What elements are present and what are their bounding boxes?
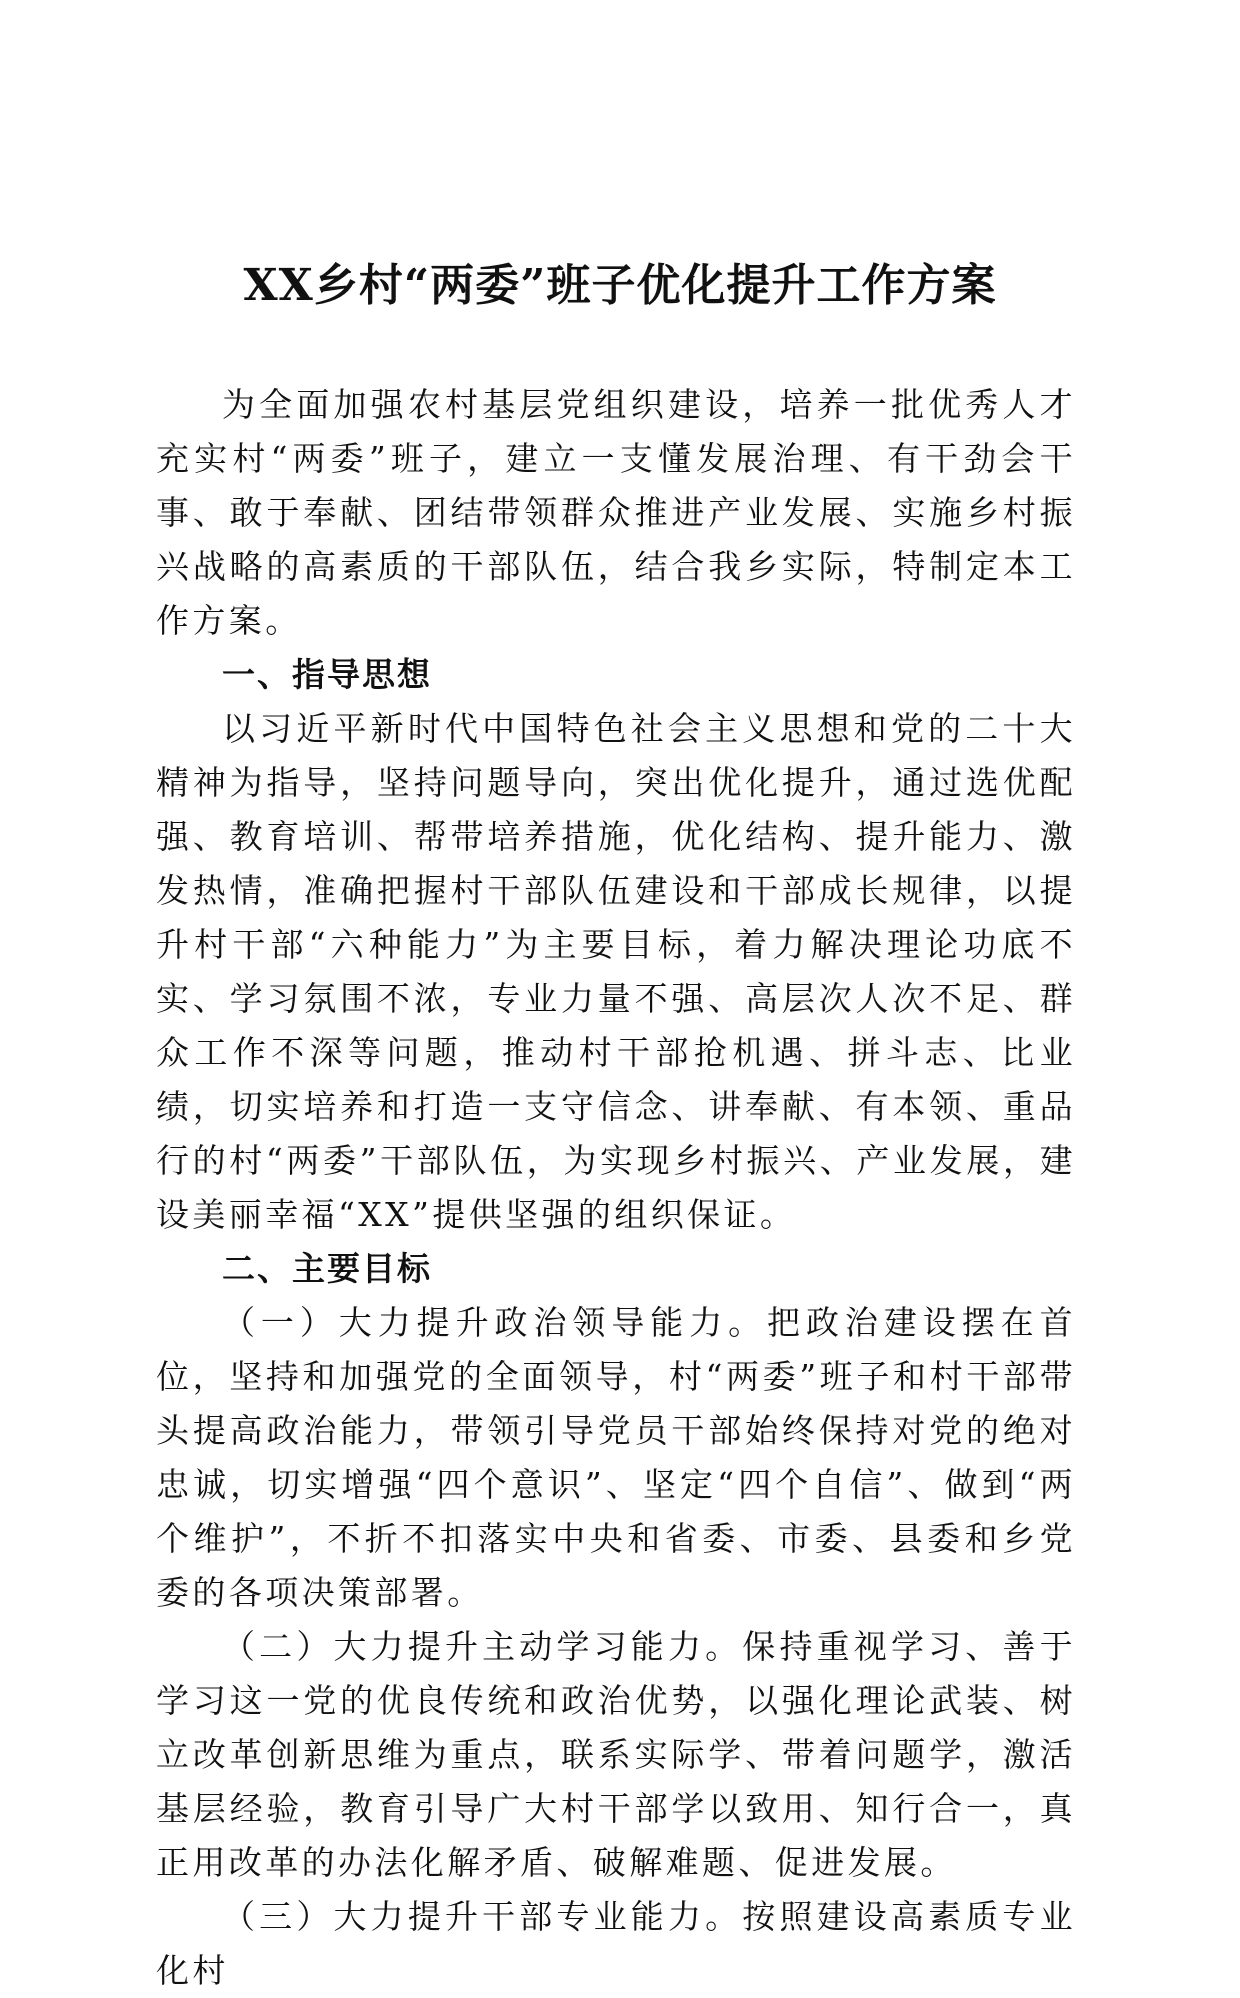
guiding-ideology-paragraph: 以习近平新时代中国特色社会主义思想和党的二十大精神为指导，坚持问题导向，突出优化提升，通过选优配强、教育培训、帮带培养措施，优化结构、提升能力、激发热情，准确把握村干部队伍建设和干部成长规律，以提升村干部“六种能力”为主要目标，着力解决理论功底不实、学习氛围不浓，专业力量不强、高层次人次不足、群众工作不深等问题，推动村干部抢机遇、拼斗志、比业绩，切实培养和打造一支守信念、讲奉献、有本领、重品行的村“两委”干部队伍，为实现乡村振兴、产业发展，建设美丽幸福“XX”提供坚强的组织保证。 [156, 709, 1076, 1234]
section-heading-main-goals: 二、主要目标 [222, 1249, 432, 1288]
document-body [156, 378, 1076, 1998]
intro-paragraph: 为全面加强农村基层党组织建设，培养一批优秀人才充实村“两委”班子，建立一支懂发展治理、有干劲会干事、敢于奉献、团结带领群众推进产业发展、实施乡村振兴战略的高素质的干部队伍，结合我乡实际，特制定本工作方案。 [156, 385, 1076, 640]
goal-item-1: （一）大力提升政治领导能力。把政治建设摆在首位，坚持和加强党的全面领导，村“两委”班子和村干部带头提高政治能力，带领引导党员干部始终保持对党的绝对忠诚，切实增强“四个意识”、坚定“四个自信”、做到“两个维护”，不折不扣落实中央和省委、市委、县委和乡党委的各项决策部署。 [156, 1303, 1076, 1612]
section-heading-guiding-ideology: 一、指导思想 [222, 655, 432, 694]
goal-item-2: （二）大力提升主动学习能力。保持重视学习、善于学习这一党的优良传统和政治优势，以强化理论武装、树立改革创新思维为重点，联系实际学、带着问题学，激活基层经验，教育引导广大村干部学以致用、知行合一，真正用改革的办法化解矛盾、破解难题、促进发展。 [156, 1627, 1076, 1882]
document-title: XX乡村“两委”班子优化提升工作方案 [243, 260, 997, 311]
goal-item-3: （三）大力提升干部专业能力。按照建设高素质专业化村 [156, 1897, 1076, 1990]
